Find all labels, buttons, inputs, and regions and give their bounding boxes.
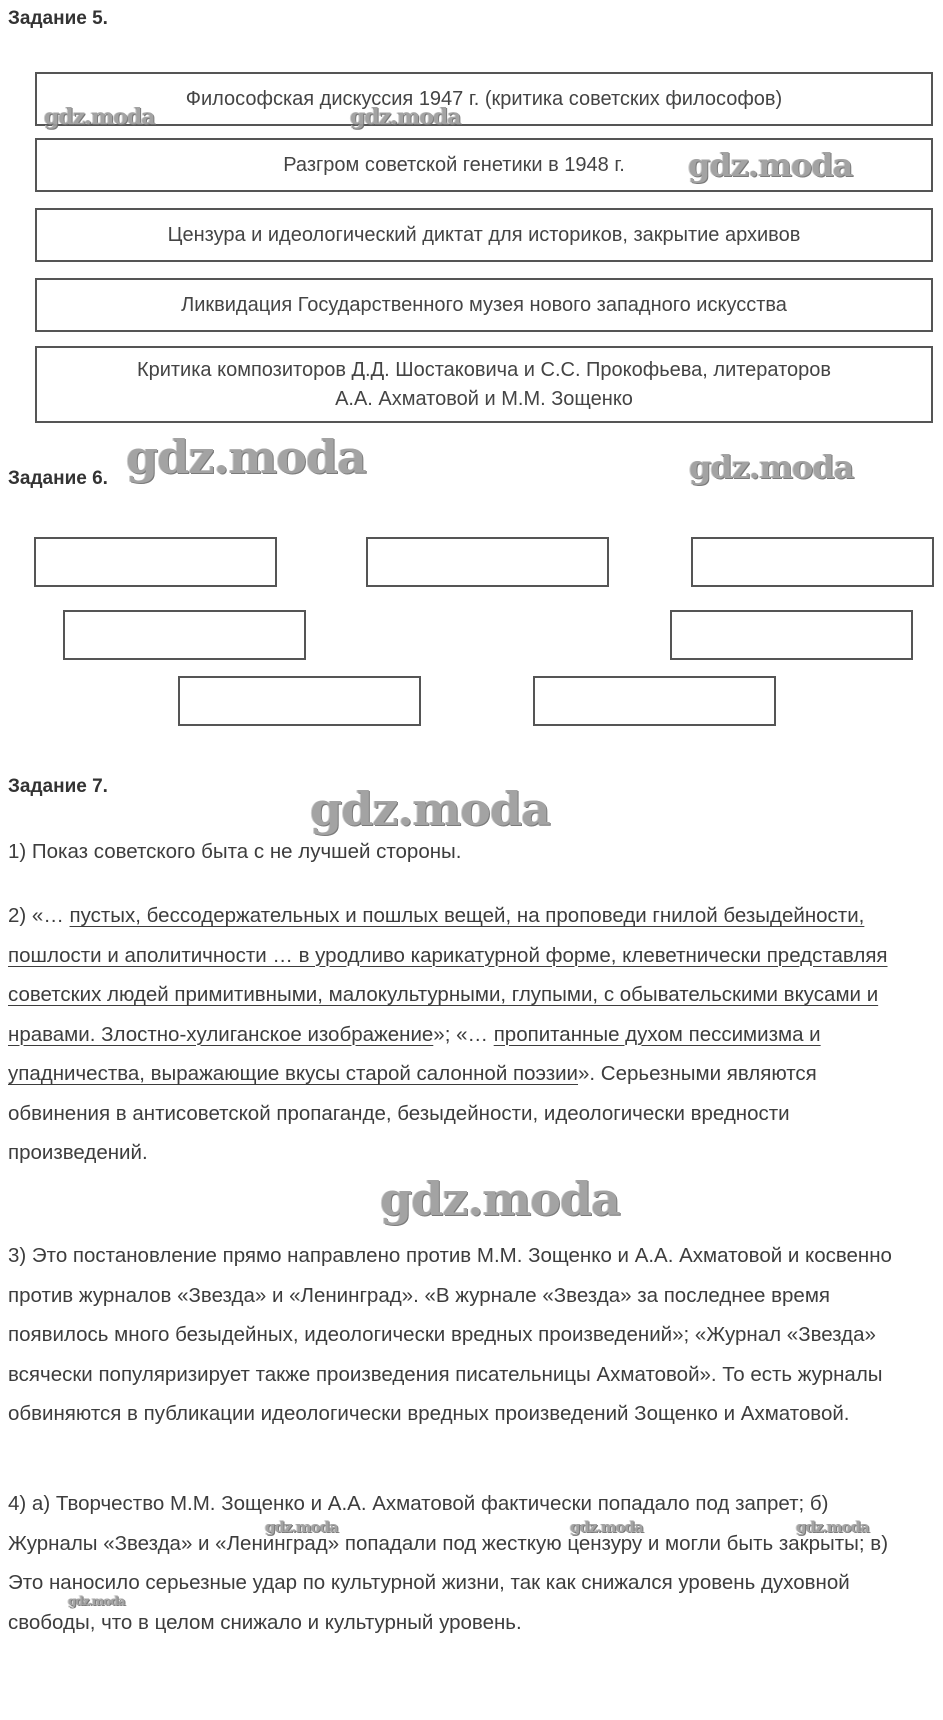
task6-empty-box-1[interactable] (34, 537, 277, 587)
watermark-2: gdz.moda (350, 104, 461, 130)
task7-answer-3: 3) Это постановление прямо направлено против М.М. Зощенко и А.А. Ахматовой и косвенно против журналов «Звезда» и «Ленинград». «В журнале «Звезда» за последнее время появилось много безыдейных, идеологически вредных произведений»; «Журнал «Звезда» всячески популяризирует также произведения писательницы Ахматовой». То есть журналы обвиняются в публикации идеологически вредных произведений Зощенко и Ахматовой. (8, 1244, 892, 1425)
task5-box-4 (35, 278, 933, 332)
task5-box-1 (35, 72, 933, 126)
task7-answer-4: 4) а) Творчество М.М. Зощенко и А.А. Ахматовой фактически попадало под запрет; б) Журналы «Звезда» и «Ленинград» попадали под жесткую цензуру и могли быть закрыты; в) Это наносило серьезные удар по культурной жизни, так как снижался уровень духовной свободы, что в целом снижало и культурный уровень. (8, 1492, 889, 1634)
task5-box-4-text: Ликвидация Государственного музея нового западного искусства (181, 293, 787, 316)
watermark-1: gdz.moda (44, 104, 155, 130)
answer-2-quote-1: пустых, бессодержательных и пошлых вещей, на проповеди гнилой безыдейности, пошлости и аполитичности … в уродливо карикатурной форме, клеветнически представляя советских людей примитивными, малокультурными, глупыми, с обывательскими вкусами и нравами. Злостно-хулиганское изображение (8, 904, 888, 1046)
task5-box-2 (35, 138, 933, 192)
watermark-9: gdz.moda (570, 1518, 643, 1536)
task5-box-5-line-1: Критика композиторов Д.Д. Шостаковича и С.С. Прокофьева, литераторов (136, 358, 832, 381)
task7-answer-1: 1) Показ советского быта с не лучшей стороны. (8, 840, 462, 863)
task5-box-3 (35, 208, 933, 262)
task6-heading: Задание 6. (8, 468, 108, 489)
answer-2-quote-2: пропитанные духом пессимизма и упадничества, выражающие вкусы старой салонной поэзии (8, 1022, 821, 1085)
task6-empty-box-7[interactable] (533, 676, 776, 726)
watermark-7: gdz.moda (380, 1172, 620, 1226)
answer-2-suffix: ». Серьезными являются обвинения в антисоветской пропаганде, безыдейности, идеологически вредности произведений. (8, 1062, 817, 1164)
watermark-4: gdz.moda (126, 430, 366, 484)
task5-box-2-text: Разгром советской генетики в 1948 г. (283, 153, 625, 176)
answer-2-prefix: 2) «… (8, 904, 70, 927)
task6-empty-box-2[interactable] (366, 537, 609, 587)
watermark-11: gdz.moda (68, 1594, 125, 1608)
task6-empty-box-5[interactable] (670, 610, 913, 660)
task6-empty-box-4[interactable] (63, 610, 306, 660)
task6-empty-box-3[interactable] (691, 537, 934, 587)
task5-heading: Задание 5. (8, 8, 108, 29)
task5-box-3-text: Цензура и идеологический диктат для историков, закрытие архивов (167, 223, 801, 246)
watermark-3: gdz.moda (688, 146, 853, 184)
task7-heading: Задание 7. (8, 776, 108, 797)
watermark-5: gdz.moda (689, 448, 854, 486)
watermark-10: gdz.moda (796, 1518, 869, 1536)
watermark-6: gdz.moda (310, 782, 550, 836)
task5-box-5-line-2: А.А. Ахматовой и М.М. Зощенко (335, 387, 633, 410)
task5-box-5 (35, 346, 933, 423)
task7-answer-2 (8, 896, 908, 1173)
task6-empty-box-6[interactable] (178, 676, 421, 726)
answer-2-mid: »; «… (433, 1022, 494, 1046)
task5-box-1-text: Философская дискуссия 1947 г. (критика советских философов) (185, 87, 783, 110)
watermark-8: gdz.moda (265, 1518, 338, 1536)
